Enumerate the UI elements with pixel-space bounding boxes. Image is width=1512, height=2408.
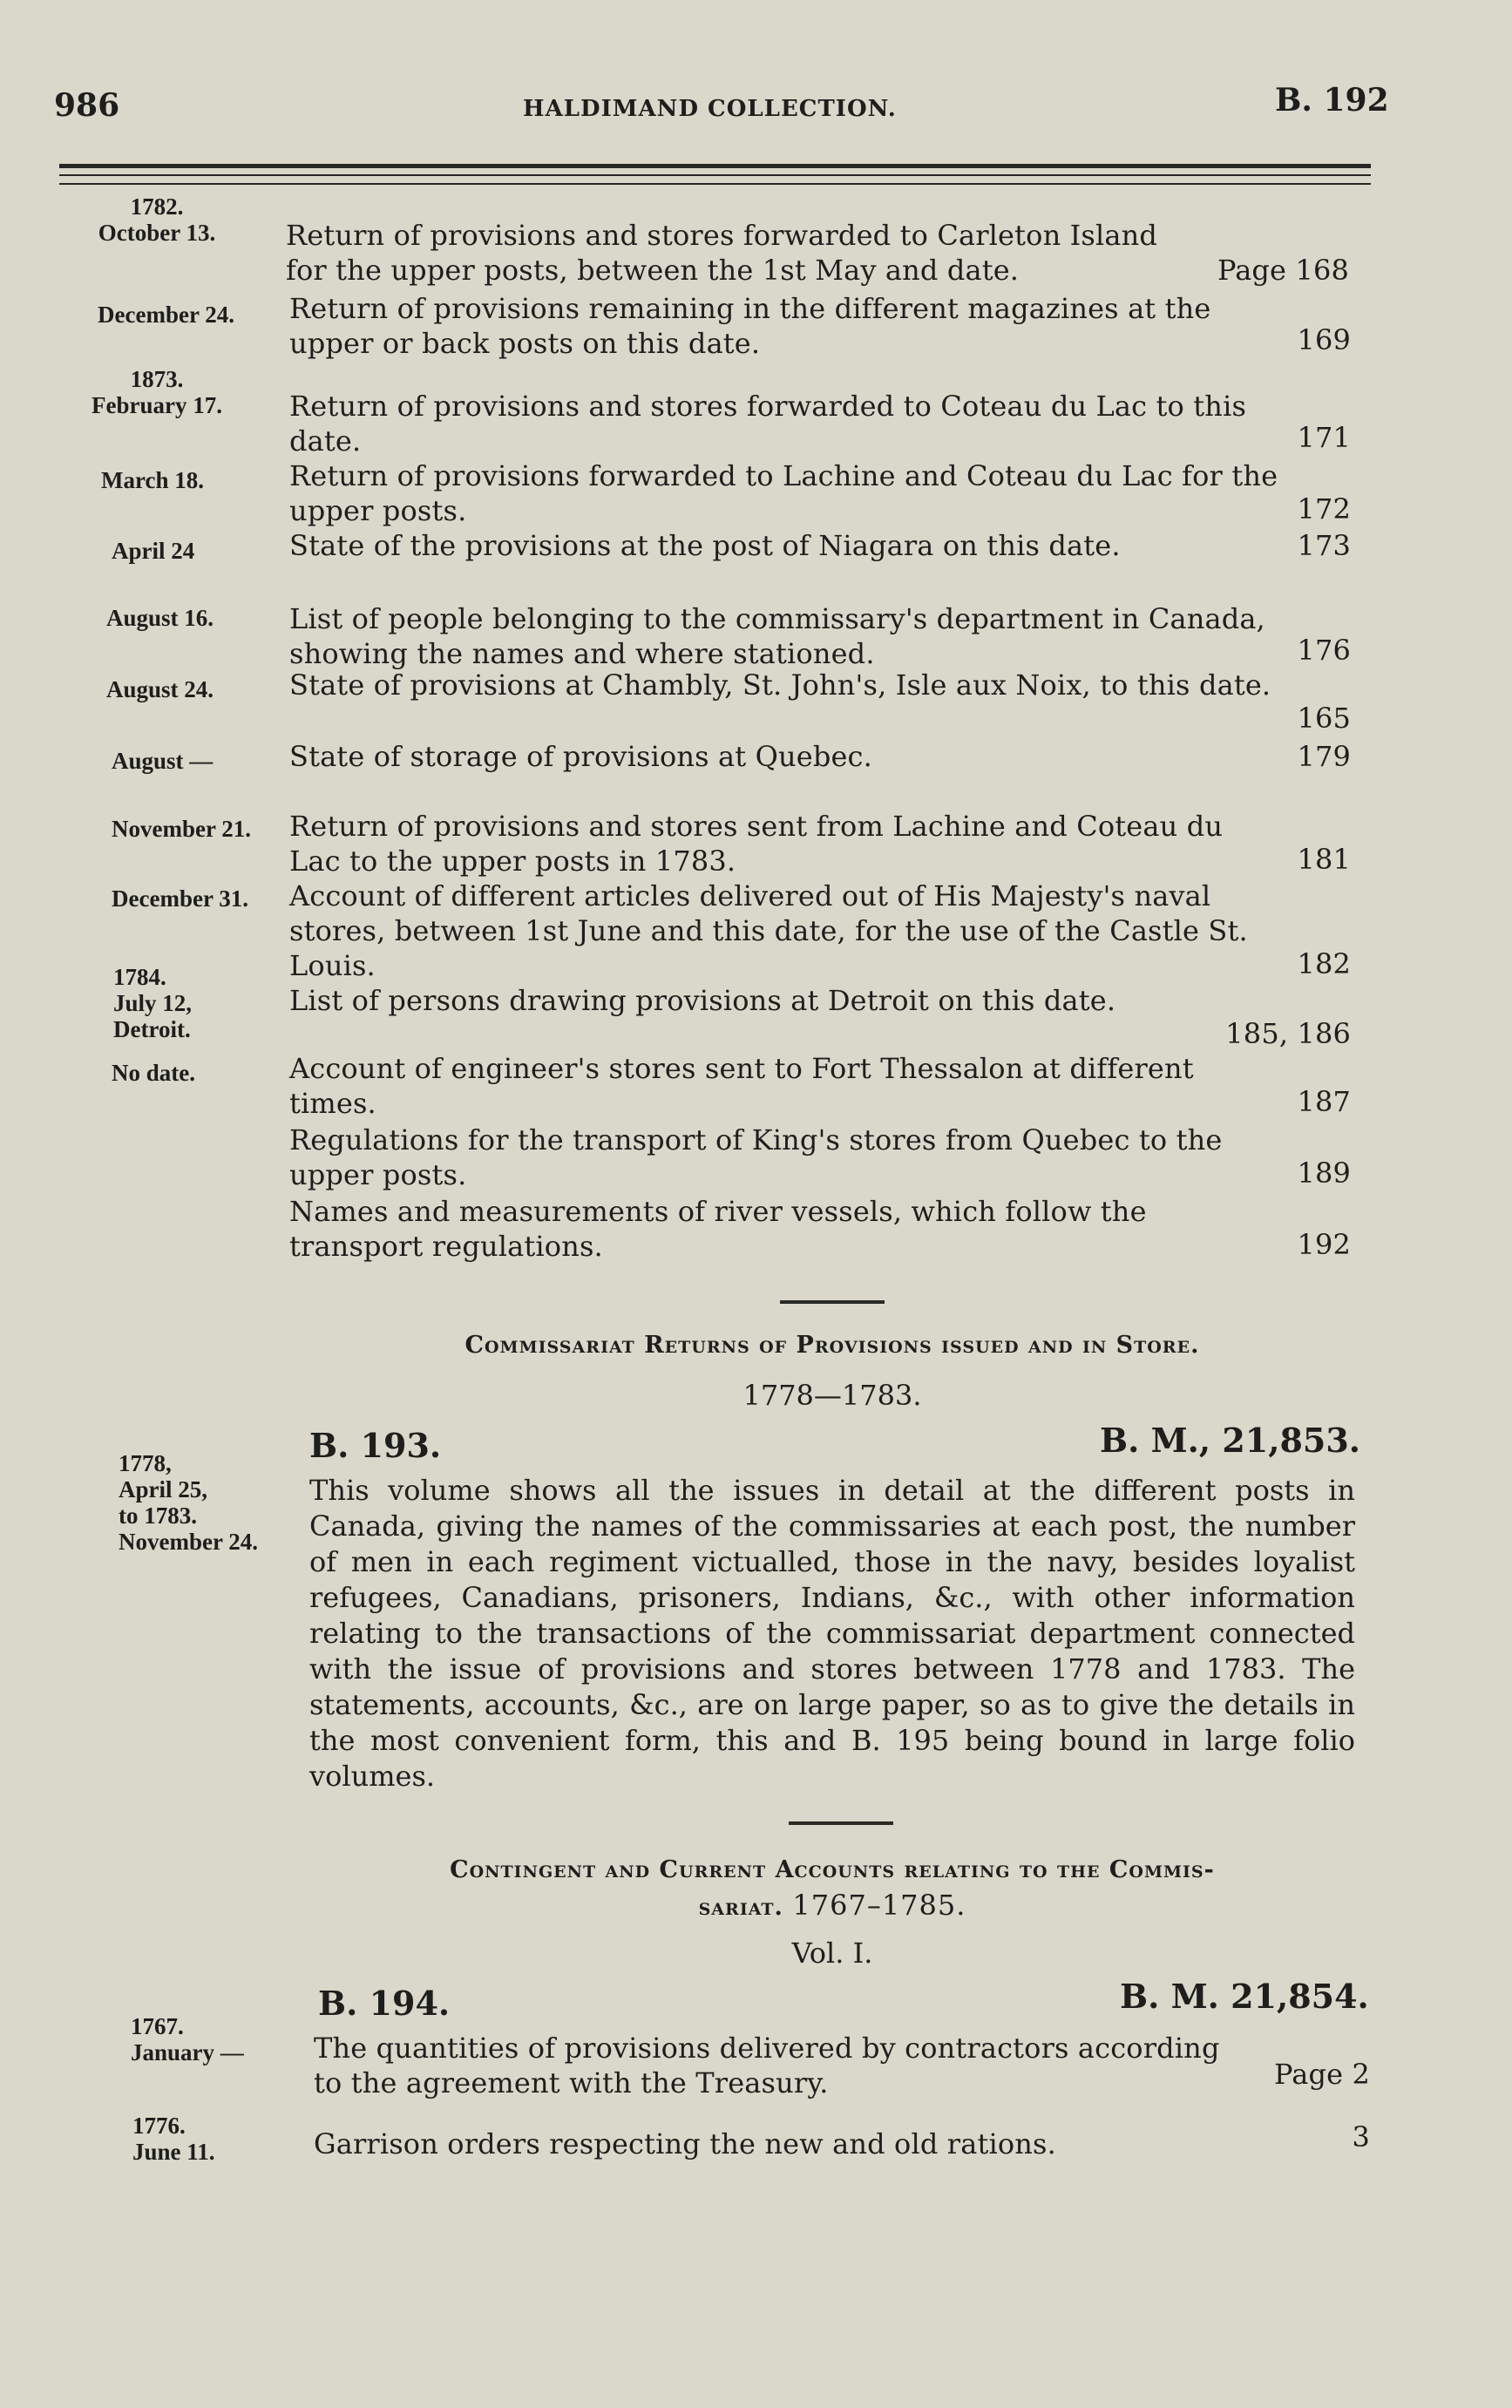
entry-text: State of storage of provisions at Quebec. (289, 740, 872, 773)
section-heading: Commissariat Returns of Provisions issued and in Store. (464, 1332, 1200, 1359)
section-heading-line2: sariat. (698, 1894, 783, 1921)
entry-row (289, 1051, 1351, 1121)
entry-date: August 24. (106, 676, 214, 702)
entry-row (289, 291, 1351, 361)
entry-page: Page 168 (1217, 254, 1349, 287)
entry-text: Return of provisions and stores forwarded to Carleton Island for the upper posts, between the 1st May and date. (286, 219, 1158, 287)
entry-date: 1776. June 11. (132, 2113, 215, 2165)
entry-row (289, 1194, 1351, 1264)
running-title: HALDIMAND COLLECTION. (523, 96, 897, 122)
entry-row (314, 2120, 1370, 2161)
entry-page: 165 (1297, 702, 1351, 735)
section-divider (789, 1821, 893, 1825)
volume-label: Vol. I. (791, 1937, 873, 1970)
header-rule-thin-2 (59, 183, 1371, 185)
entry-text: List of persons drawing provisions at Detroit on this date. (289, 984, 1116, 1017)
entry-date: December 31. (112, 885, 248, 912)
museum-reference: B. M. 21,854. (1120, 1977, 1369, 2016)
entry-row (288, 218, 1349, 288)
entry-row (289, 528, 1351, 563)
entry-text: Account of engineer's stores sent to Fort Thessalon at different times. (289, 1052, 1194, 1120)
section-description: This volume shows all the issues in detail at the different posts in Canada, giving the names of the commissaries at each post, the number of men in each regiment victualled, those in the navy, besides loyalist refugees, Canadians, prisoners, Indians, &c., with other information relating to the transactions of the commissariat department connected with the issue of provisions and stores between 1778 and 1783. The statements, accounts, &c., are on large paper, so as to give the details in the most convenient form, this and B. 195 being bound in large folio volumes. (309, 1474, 1355, 1793)
entry-page: 169 (1297, 323, 1351, 356)
entry-page: 185, 186 (1225, 1017, 1351, 1050)
entry-text: Return of provisions forwarded to Lachine and Coteau du Lac for the upper posts. (289, 459, 1278, 527)
entry-date: August — (112, 748, 214, 774)
entry-date: August 16. (106, 605, 214, 631)
entry-row (289, 1123, 1351, 1192)
entry-date: 1873. February 17. (92, 366, 222, 418)
page-number: 986 (54, 87, 120, 124)
entry-row (289, 983, 1351, 1051)
entry-text: Return of provisions remaining in the different magazines at the upper or back posts on this date. (289, 292, 1211, 360)
section-divider (780, 1300, 885, 1304)
section-date: 1778, April 25, to 1783. November 24. (119, 1450, 258, 1555)
entry-date: April 24 (112, 538, 195, 564)
entry-row (289, 668, 1351, 736)
entry-page: 3 (1352, 2120, 1370, 2154)
entry-date: March 18. (101, 467, 204, 493)
entry-text: Return of provisions and stores sent from Lachine and Coteau du Lac to the upper posts in 1783. (289, 810, 1224, 878)
entry-date: 1767. January — (131, 2013, 244, 2065)
entry-page: 187 (1297, 1085, 1351, 1118)
entry-page: 173 (1297, 529, 1351, 562)
entry-date: November 21. (112, 816, 251, 842)
header-rule-thin (59, 174, 1371, 176)
entry-text: The quantities of provisions delivered by contractors according to the agreement with the Treasury. (314, 2032, 1220, 2099)
entry-page: 179 (1297, 740, 1351, 773)
entry-date: 1782. October 13. (98, 193, 216, 246)
section-heading-line1: Contingent and Current Accounts relating to the Commis- (450, 1856, 1215, 1883)
entry-text: Account of different articles delivered out of His Majesty's naval stores, between 1st June and this date, for the use of the Castle St. Louis. (289, 879, 1248, 982)
entry-text: Regulations for the transport of King's stores from Quebec to the upper posts. (289, 1123, 1223, 1191)
entry-date: 1784. July 12, Detroit. (113, 964, 193, 1042)
entry-text: State of provisions at Chambly, St. John's, Isle aux Noix, to this date. (289, 668, 1271, 702)
entry-page: 172 (1297, 492, 1351, 526)
entry-text: Garrison orders respecting the new and old rations. (314, 2127, 1056, 2160)
entry-page: 189 (1297, 1157, 1351, 1190)
entry-row (289, 601, 1351, 671)
entry-row (289, 389, 1351, 458)
entry-page: 182 (1297, 947, 1351, 980)
entry-row (289, 458, 1351, 528)
volume-number: B. 194. (318, 1984, 451, 2023)
entry-row (289, 878, 1351, 983)
section-years: 1778—1783. (742, 1379, 922, 1412)
entry-text: Names and measurements of river vessels, which follow the transport regulations. (289, 1195, 1147, 1263)
volume-reference: B. 192 (1275, 82, 1389, 119)
section-heading (314, 1853, 1351, 1925)
section-years: 1767–1785. (792, 1889, 966, 1922)
entry-date: December 24. (98, 302, 234, 328)
entry-page: 176 (1297, 634, 1351, 667)
header-rule-thick (59, 164, 1371, 168)
entry-text: List of people belonging to the commissary's department in Canada, showing the names and where stationed. (289, 602, 1265, 670)
museum-reference: B. M., 21,853. (1100, 1421, 1360, 1460)
volume-number: B. 193. (309, 1426, 442, 1465)
entry-text: Return of provisions and stores forwarded to Coteau du Lac to this date. (289, 390, 1247, 458)
entry-text: State of the provisions at the post of Niagara on this date. (289, 529, 1121, 562)
entry-page: 171 (1297, 421, 1351, 454)
entry-page: Page 2 (1273, 2058, 1370, 2091)
entry-page: 192 (1297, 1228, 1351, 1261)
entry-page: 181 (1297, 843, 1351, 876)
entry-row (289, 809, 1351, 878)
entry-row (314, 2031, 1370, 2100)
entry-row (289, 739, 1351, 774)
entry-date: No date. (112, 1060, 195, 1086)
